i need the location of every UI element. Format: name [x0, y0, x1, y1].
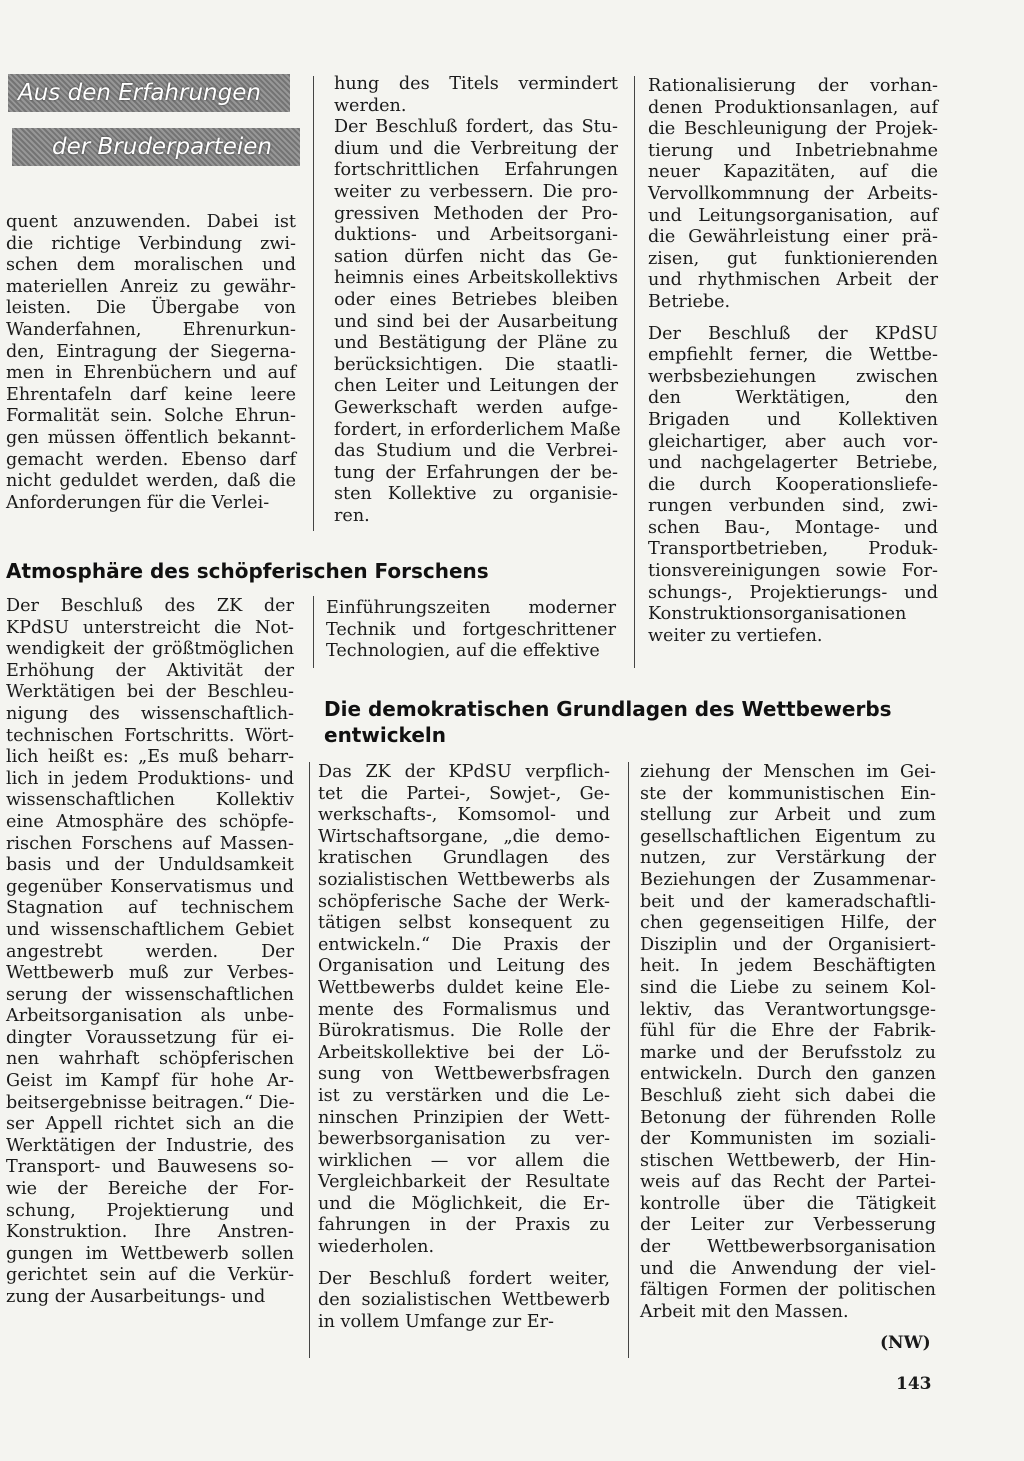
text-line: fältigen Formen der politischen	[640, 1280, 936, 1301]
text-line: und nachgelagerter Betriebe,	[648, 453, 938, 474]
text-line: tung der Erfahrungen der be-	[334, 462, 618, 483]
column-top-3	[648, 76, 938, 647]
text-line: tätigen selbst konsequent zu	[318, 913, 610, 934]
text-line: sation dürfen nicht das Ge-	[334, 246, 618, 267]
text-line: in vollem Umfange zur Er-	[318, 1311, 554, 1332]
text-line: und die Anwendung der viel-	[640, 1258, 936, 1279]
text-line: oder eines Betriebes bleiben	[334, 289, 618, 310]
text-line: Wanderfahnen, Ehrenurkun-	[6, 319, 296, 340]
text-line: leisten. Die Übergabe von	[6, 298, 296, 319]
column-mid-2	[326, 598, 616, 663]
text-line: duktions- und Arbeitsorgani-	[334, 225, 618, 246]
section-banner	[8, 74, 300, 174]
text-line: Disziplin und der Organisiert-	[640, 934, 936, 955]
paragraph	[640, 762, 936, 1323]
text-line: KPdSU unterstreicht die Not-	[6, 617, 294, 638]
text-line: weiter zu vertiefen.	[648, 625, 823, 646]
paragraph	[648, 76, 938, 314]
column-rule	[309, 762, 310, 1358]
text-line: materiellen Anreiz zu gewähr-	[6, 276, 296, 297]
paragraph	[334, 74, 618, 117]
text-line: Arbeit mit den Massen.	[640, 1301, 849, 1322]
column-top-2	[334, 74, 621, 527]
text-line: rungen verbunden sind, zwi-	[648, 496, 938, 517]
column-rule	[628, 762, 629, 1358]
text-line: kontrolle über die Tätigkeit	[640, 1193, 936, 1214]
text-line: Transport- und Bauwesens so-	[6, 1157, 294, 1178]
text-line: stellung zur Arbeit und zum	[640, 805, 936, 826]
text-line: werden.	[334, 95, 407, 116]
text-line: Der Beschluß der KPdSU	[648, 323, 938, 344]
text-line: zung der Ausarbeitungs- und	[6, 1287, 266, 1307]
text-line: wissenschaftlichen Kollektiv	[6, 790, 294, 811]
text-line: gen müssen öffentlich bekannt-	[6, 427, 296, 448]
text-line: Arbeitsorganisation als unbe-	[6, 1006, 294, 1027]
paragraph	[6, 596, 294, 1309]
text-line: ninschen Prinzipien der Wett-	[318, 1107, 610, 1128]
column-rule	[313, 596, 314, 668]
text-line: werbsbeziehungen zwischen	[648, 366, 938, 387]
text-line: Konstruktion. Ihre Anstren-	[6, 1222, 294, 1243]
text-line: Vervollkommnung der Arbeits-	[648, 183, 938, 204]
page-number: 143	[896, 1374, 932, 1394]
text-line: ist zu verstärken und die Le-	[318, 1085, 610, 1106]
paragraph	[334, 117, 621, 527]
text-line: Wettbewerb muß zur Verbes-	[6, 963, 294, 984]
text-line: angestrebt werden. Der	[6, 941, 294, 962]
section-heading: Die demokratischen Grundlagen des Wettbewerbs entwickeln	[324, 697, 892, 747]
text-line: hung des Titels vermindert	[334, 74, 618, 94]
text-line: Betonung der führenden Rolle	[640, 1107, 936, 1128]
text-line: den Werktätigen, den	[648, 388, 938, 409]
text-line: schungs-, Projektierungs- und	[648, 582, 938, 603]
text-line: Werktätigen bei der Beschleu-	[6, 682, 294, 703]
text-line: der Leiter zur Verbesserung	[640, 1215, 936, 1236]
text-line: Beziehungen der Zusammenar-	[640, 869, 936, 890]
text-line: ren.	[334, 505, 370, 526]
text-line: Der Beschluß des ZK der	[6, 596, 294, 616]
text-line: Werktätigen der Industrie, des	[6, 1135, 294, 1156]
section-heading: Atmosphäre des schöpferischen Forschens	[6, 559, 489, 583]
text-line: Ehrentafeln darf keine leere	[6, 384, 296, 405]
text-line: den, Eintragung der Siegerna-	[6, 341, 296, 362]
text-line: Arbeitskollektive bei der Lö-	[318, 1042, 610, 1063]
text-line: heit. In jedem Beschäftigten	[640, 956, 936, 977]
text-line: Der Beschluß fordert weiter,	[318, 1268, 610, 1289]
paragraph	[326, 598, 616, 663]
text-line: Brigaden und Kollektiven	[648, 409, 938, 430]
text-line: der Wettbewerbsorganisation	[640, 1237, 936, 1258]
text-line: chen gegenseitigen Hilfe, der	[640, 913, 936, 934]
text-line: Gewerkschaft werden aufge-	[334, 397, 618, 418]
text-line: Anforderungen für die Verlei-	[6, 492, 270, 513]
column-rule	[313, 76, 314, 531]
text-line: und Bestätigung der Pläne zu	[334, 333, 618, 354]
text-line: gungen im Wettbewerb sollen	[6, 1243, 294, 1264]
text-line: Stagnation auf technischem	[6, 898, 294, 919]
text-line: nigung des wissenschaftlich-	[6, 703, 294, 724]
text-line: Formalität sein. Solche Ehrun-	[6, 406, 296, 427]
text-line: die Gewährleistung einer prä-	[648, 227, 938, 248]
text-line: tionsvereinigungen sowie For-	[648, 561, 938, 582]
text-line: zisen, gut funktionierenden	[648, 248, 938, 269]
text-line: die richtige Verbindung zwi-	[6, 233, 296, 254]
text-line: wie der Bereiche der For-	[6, 1179, 294, 1200]
text-line: berücksichtigen. Die staatli-	[334, 354, 618, 375]
text-line: und rhythmischen Arbeit der	[648, 270, 938, 291]
column-top-1	[6, 212, 296, 514]
text-line: technischen Fortschritts. Wört-	[6, 725, 294, 746]
text-line: sind die Liebe zu seinem Kol-	[640, 977, 936, 998]
text-line: Erhöhung der Aktivität der	[6, 660, 294, 681]
text-line: dingter Voraussetzung für ei-	[6, 1027, 294, 1048]
text-line: rischen Forschens auf Massen-	[6, 833, 294, 854]
text-line: Der Beschluß fordert, das Stu-	[334, 117, 618, 138]
text-line: schung, Projektierung und	[6, 1200, 294, 1221]
text-line: entwickeln. Durch den ganzen	[640, 1064, 936, 1085]
text-line: Organisation und Leitung des	[318, 956, 610, 977]
text-line: lektiv, das Verantwortungsge-	[640, 999, 936, 1020]
text-line: gleichartiger, aber auch vor-	[648, 431, 938, 452]
text-line: den sozialistischen Wettbewerb	[318, 1290, 610, 1311]
text-line: fühl für die Ehre der Fabrik-	[640, 1021, 936, 1042]
paragraph	[6, 212, 296, 514]
text-line: quent anzuwenden. Dabei ist	[6, 212, 296, 232]
column-bottom-3	[640, 762, 936, 1323]
text-line: sten Kollektive zu organisie-	[334, 484, 618, 505]
text-line: und Leitungsorganisation, auf	[648, 205, 938, 226]
banner-line-2: der Bruderparteien	[12, 128, 300, 166]
text-line: schen dem moralischen und	[6, 255, 296, 276]
column-mid-1	[6, 596, 294, 1309]
text-line: Wirtschaftsorgane, „die demo-	[318, 826, 610, 847]
text-line: ziehung der Menschen im Gei-	[640, 762, 936, 782]
text-line: weiter zu verbessern. Die pro-	[334, 181, 618, 202]
text-line: Konstruktionsorganisationen	[648, 604, 907, 625]
text-line: Das ZK der KPdSU verpflich-	[318, 762, 610, 782]
text-line: das Studium und die Verbrei-	[334, 441, 618, 462]
text-line: Geist im Kampf für hohe Ar-	[6, 1071, 294, 1092]
text-line: fortschrittlichen Erfahrungen	[334, 160, 618, 181]
text-line: empfiehlt ferner, die Wettbe-	[648, 345, 938, 366]
text-line: lich heißt es: „Es muß beharr-	[6, 747, 294, 768]
text-line: stischen Wettbewerb, der Hin-	[640, 1150, 936, 1171]
text-line: weis auf das Recht der Partei-	[640, 1172, 936, 1193]
text-line: bewerbsorganisation zu ver-	[318, 1129, 610, 1150]
text-line: men in Ehrenbüchern und auf	[6, 363, 296, 384]
text-line: chen Leiter und Leitungen der	[334, 376, 618, 397]
text-line: nen wahrhaft schöpferischen	[6, 1049, 294, 1070]
banner-line-1: Aus den Erfahrungen	[8, 74, 290, 112]
text-line: die Beschleunigung der Projek-	[648, 119, 938, 140]
text-line: ser Appell richtet sich an die	[6, 1114, 294, 1135]
text-line: serung der wissenschaftlichen	[6, 984, 294, 1005]
text-line: Einführungszeiten moderner	[326, 598, 616, 618]
text-line: Technologien, auf die effektive	[326, 641, 600, 662]
text-line: gegenüber Konservatismus und	[6, 876, 294, 897]
text-line: sung von Wettbewerbsfragen	[318, 1064, 610, 1085]
text-line: gressiven Methoden der Pro-	[334, 203, 618, 224]
text-line: sozialistischen Wettbewerbs als	[318, 869, 610, 890]
column-bottom-2	[318, 762, 610, 1333]
text-line: beitsergebnisse beitragen.“ Die-	[6, 1092, 295, 1113]
text-line: wirklichen — vor allem die	[318, 1150, 610, 1171]
text-line: ste der kommunistischen Ein-	[640, 783, 936, 804]
text-line: der Kommunisten im soziali-	[640, 1129, 936, 1150]
text-line: heimnis eines Arbeitskollektivs	[334, 268, 618, 289]
text-line: beit und der kameradschaftli-	[640, 891, 936, 912]
text-line: fordert, in erforderlichem Maße	[334, 419, 621, 440]
text-line: und sind bei der Ausarbeitung	[334, 311, 618, 332]
text-line: Rationalisierung der vorhan-	[648, 76, 938, 96]
text-line: gemacht werden. Ebenso darf	[6, 449, 296, 470]
paragraph	[648, 324, 938, 648]
text-line: schen Bau-, Montage- und	[648, 517, 938, 538]
text-line: Vergleichbarkeit der Resultate	[318, 1172, 610, 1193]
text-line: mente des Formalismus und	[318, 999, 610, 1020]
text-line: lich in jedem Produktions- und	[6, 768, 294, 789]
text-line: Wettbewerbs duldet keine Ele-	[318, 977, 610, 998]
paragraph	[318, 762, 610, 1259]
text-line: Transportbetrieben, Produk-	[648, 539, 938, 560]
text-line: kratischen Grundlagen des	[318, 848, 610, 869]
text-line: fahrungen in der Praxis zu	[318, 1215, 610, 1236]
text-line: Technik und fortgeschrittener	[326, 619, 616, 640]
text-line: tet die Partei-, Sowjet-, Ge-	[318, 783, 610, 804]
text-line: nicht geduldet werden, daß die	[6, 471, 296, 492]
text-line: basis und der Unduldsamkeit	[6, 855, 294, 876]
text-line: denen Produktionsanlagen, auf	[648, 97, 938, 118]
text-line: nutzen, zur Verstärkung der	[640, 848, 936, 869]
paragraph	[318, 1269, 610, 1334]
text-line: Beschluß zieht sich dabei die	[640, 1085, 936, 1106]
text-line: die durch Kooperationsliefe-	[648, 474, 938, 495]
text-line: und wissenschaftlichem Gebiet	[6, 919, 294, 940]
text-line: Betriebe.	[648, 291, 731, 312]
source-tag: (NW)	[880, 1333, 931, 1353]
text-line: eine Atmosphäre des schöpfe-	[6, 811, 294, 832]
text-line: Bürokratismus. Die Rolle der	[318, 1021, 610, 1042]
column-rule	[634, 76, 635, 668]
text-line: dium und die Verbreitung der	[334, 138, 618, 159]
text-line: gerichtet sein auf die Verkür-	[6, 1265, 294, 1286]
text-line: wiederholen.	[318, 1237, 435, 1258]
text-line: wendigkeit der größtmöglichen	[6, 639, 294, 660]
text-line: schöpferische Sache der Werk-	[318, 891, 610, 912]
text-line: tierung und Inbetriebnahme	[648, 140, 938, 161]
text-line: werkschafts-, Komsomol- und	[318, 805, 610, 826]
text-line: neuer Kapazitäten, auf die	[648, 162, 938, 183]
text-line: gesellschaftlichen Eigentum zu	[640, 826, 936, 847]
text-line: und die Möglichkeit, die Er-	[318, 1193, 610, 1214]
text-line: marke und der Berufsstolz zu	[640, 1042, 936, 1063]
text-line: entwickeln.“ Die Praxis der	[318, 934, 610, 955]
